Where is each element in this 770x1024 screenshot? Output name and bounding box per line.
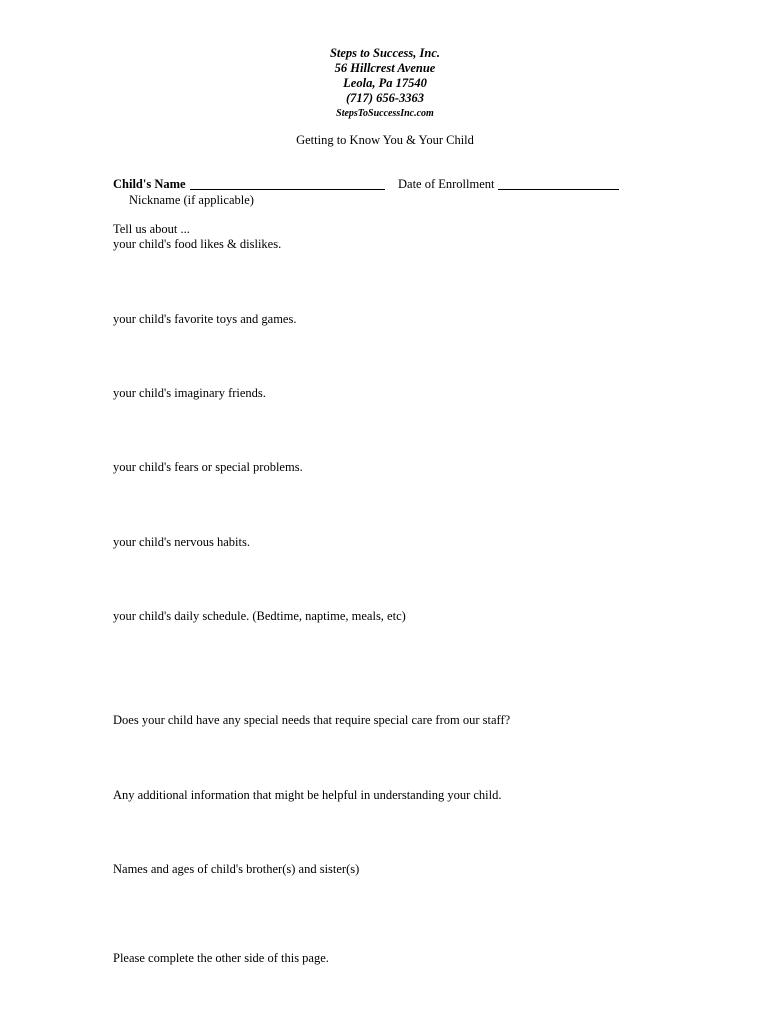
prompt-nervous-habits: your child's nervous habits.	[113, 535, 250, 549]
form-title: Getting to Know You & Your Child	[296, 133, 474, 147]
child-name-field[interactable]	[190, 189, 385, 190]
company-name: Steps to Success, Inc.	[329, 46, 441, 60]
letterhead	[0, 46, 770, 121]
prompt-special-needs: Does your child have any special needs that require special care from our staff?	[113, 713, 511, 727]
footer-note: Please complete the other side of this page.	[113, 951, 329, 965]
phone-number: (717) 656-3363	[345, 91, 425, 105]
website: StepsToSuccessInc.com	[336, 108, 434, 119]
enrollment-date-label: Date of Enrollment	[398, 177, 495, 191]
prompt-siblings: Names and ages of child's brother(s) and sister(s)	[113, 862, 360, 876]
child-name-label: Child's Name	[113, 177, 186, 191]
street-address: 56 Hillcrest Avenue	[334, 61, 436, 75]
prompt-additional-info: Any additional information that might be helpful in understanding your child.	[113, 788, 502, 802]
prompt-fears: your child's fears or special problems.	[113, 460, 303, 474]
prompt-daily-schedule: your child's daily schedule. (Bedtime, naptime, meals, etc)	[113, 609, 406, 623]
enrollment-date-field[interactable]	[498, 189, 619, 190]
prompt-toys: your child's favorite toys and games.	[113, 312, 297, 326]
prompt-food: your child's food likes & dislikes.	[113, 237, 282, 251]
nickname-label: Nickname (if applicable)	[129, 193, 254, 207]
city-state-zip: Leola, Pa 17540	[343, 76, 427, 90]
prompt-imaginary-friends: your child's imaginary friends.	[113, 386, 266, 400]
intro-text: Tell us about ...	[113, 222, 190, 236]
